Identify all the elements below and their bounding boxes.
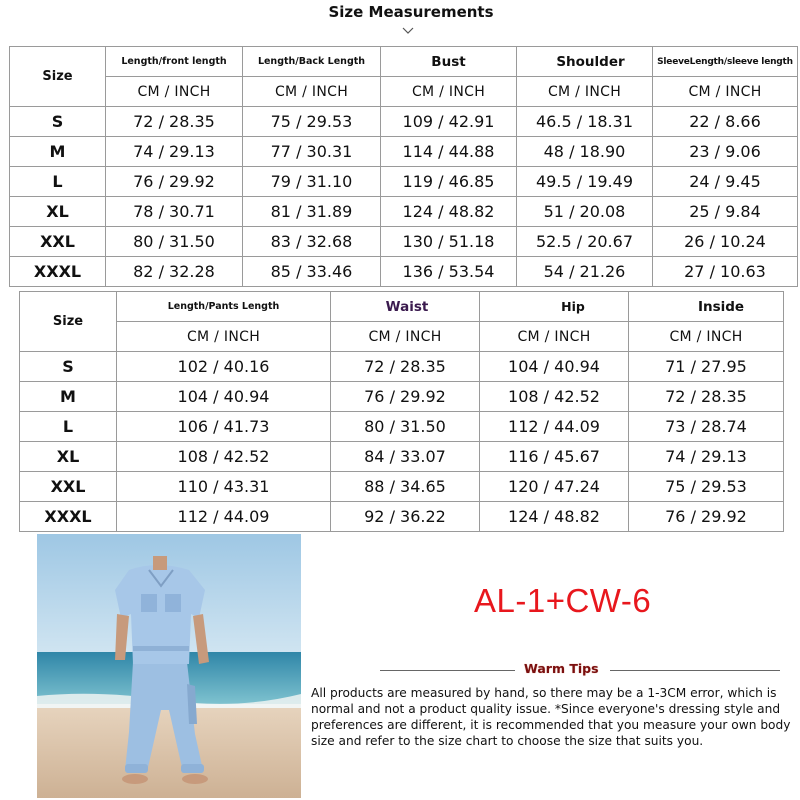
size-cell: M	[10, 137, 106, 167]
table-row	[20, 502, 784, 532]
size-cell: XL	[10, 197, 106, 227]
table-row	[10, 137, 798, 167]
chevron-down-icon	[402, 26, 414, 36]
value-cell: 76 / 29.92	[331, 382, 480, 412]
header-shoulder: Shoulder	[517, 47, 653, 77]
value-cell: 22 / 8.66	[653, 107, 798, 137]
value-cell: 24 / 9.45	[653, 167, 798, 197]
value-cell: 124 / 48.82	[480, 502, 629, 532]
value-cell: 48 / 18.90	[517, 137, 653, 167]
value-cell: 76 / 29.92	[629, 502, 784, 532]
value-cell: 74 / 29.13	[106, 137, 243, 167]
unit-label: CM / INCH	[243, 77, 381, 107]
value-cell: 72 / 28.35	[331, 352, 480, 382]
value-cell: 124 / 48.82	[381, 197, 517, 227]
header-back-length: Length/Back Length	[243, 47, 381, 77]
value-cell: 80 / 31.50	[331, 412, 480, 442]
bottom-size-table	[19, 291, 784, 532]
value-cell: 108 / 42.52	[480, 382, 629, 412]
header-waist: Waist	[331, 292, 480, 322]
unit-label: CM / INCH	[629, 322, 784, 352]
value-cell: 54 / 21.26	[517, 257, 653, 287]
unit-label: CM / INCH	[517, 77, 653, 107]
value-cell: 104 / 40.94	[117, 382, 331, 412]
size-cell: XXL	[10, 227, 106, 257]
value-cell: 102 / 40.16	[117, 352, 331, 382]
warm-tips-text: All products are measured by hand, so there may be a 1-3CM error, which is normal and not a product quality issue. *Since everyone's dressing style and preferences are different, it is recommended that you measure your own body size and refer to the size chart to choose the size that suits you.	[311, 686, 791, 748]
value-cell: 92 / 36.22	[331, 502, 480, 532]
header-front-length: Length/front length	[106, 47, 243, 77]
size-cell: XXL	[20, 472, 117, 502]
value-cell: 77 / 30.31	[243, 137, 381, 167]
table-row	[10, 227, 798, 257]
warm-tips-heading: Warm Tips	[524, 661, 599, 676]
product-code: AL-1+CW-6	[474, 582, 652, 619]
value-cell: 72 / 28.35	[629, 382, 784, 412]
header-inside: Inside	[629, 292, 784, 322]
size-cell: XXXL	[10, 257, 106, 287]
size-cell: L	[10, 167, 106, 197]
value-cell: 74 / 29.13	[629, 442, 784, 472]
value-cell: 85 / 33.46	[243, 257, 381, 287]
unit-label: CM / INCH	[653, 77, 798, 107]
header-bust: Bust	[381, 47, 517, 77]
value-cell: 109 / 42.91	[381, 107, 517, 137]
unit-label: CM / INCH	[117, 322, 331, 352]
value-cell: 108 / 42.52	[117, 442, 331, 472]
unit-label: CM / INCH	[331, 322, 480, 352]
value-cell: 112 / 44.09	[117, 502, 331, 532]
value-cell: 119 / 46.85	[381, 167, 517, 197]
table-row	[20, 352, 784, 382]
value-cell: 49.5 / 19.49	[517, 167, 653, 197]
value-cell: 110 / 43.31	[117, 472, 331, 502]
value-cell: 120 / 47.24	[480, 472, 629, 502]
size-cell: XL	[20, 442, 117, 472]
value-cell: 73 / 28.74	[629, 412, 784, 442]
value-cell: 112 / 44.09	[480, 412, 629, 442]
top-size-table	[9, 46, 798, 287]
value-cell: 82 / 32.28	[106, 257, 243, 287]
size-cell: XXXL	[20, 502, 117, 532]
value-cell: 83 / 32.68	[243, 227, 381, 257]
value-cell: 75 / 29.53	[243, 107, 381, 137]
value-cell: 104 / 40.94	[480, 352, 629, 382]
header-hip: Hip	[480, 292, 629, 322]
value-cell: 27 / 10.63	[653, 257, 798, 287]
product-photo	[37, 534, 301, 798]
value-cell: 52.5 / 20.67	[517, 227, 653, 257]
table-row	[10, 257, 798, 287]
size-cell: L	[20, 412, 117, 442]
table-row	[10, 197, 798, 227]
value-cell: 84 / 33.07	[331, 442, 480, 472]
value-cell: 130 / 51.18	[381, 227, 517, 257]
size-header: Size	[20, 292, 117, 352]
table-row	[20, 382, 784, 412]
value-cell: 136 / 53.54	[381, 257, 517, 287]
value-cell: 71 / 27.95	[629, 352, 784, 382]
unit-label: CM / INCH	[480, 322, 629, 352]
table-row	[20, 472, 784, 502]
table-row	[20, 412, 784, 442]
value-cell: 116 / 45.67	[480, 442, 629, 472]
header-pants-length: Length/Pants Length	[117, 292, 331, 322]
value-cell: 51 / 20.08	[517, 197, 653, 227]
value-cell: 76 / 29.92	[106, 167, 243, 197]
size-cell: S	[10, 107, 106, 137]
table-row	[20, 442, 784, 472]
size-header: Size	[10, 47, 106, 107]
unit-label: CM / INCH	[381, 77, 517, 107]
value-cell: 88 / 34.65	[331, 472, 480, 502]
value-cell: 25 / 9.84	[653, 197, 798, 227]
value-cell: 78 / 30.71	[106, 197, 243, 227]
page-title: Size Measurements	[328, 3, 494, 21]
size-cell: M	[20, 382, 117, 412]
value-cell: 114 / 44.88	[381, 137, 517, 167]
value-cell: 81 / 31.89	[243, 197, 381, 227]
header-sleeve-length: SleeveLength/sleeve length	[653, 47, 798, 77]
value-cell: 46.5 / 18.31	[517, 107, 653, 137]
size-cell: S	[20, 352, 117, 382]
value-cell: 75 / 29.53	[629, 472, 784, 502]
value-cell: 79 / 31.10	[243, 167, 381, 197]
value-cell: 80 / 31.50	[106, 227, 243, 257]
value-cell: 72 / 28.35	[106, 107, 243, 137]
table-row	[10, 167, 798, 197]
divider-right	[610, 670, 780, 671]
value-cell: 26 / 10.24	[653, 227, 798, 257]
table-row	[10, 107, 798, 137]
unit-label: CM / INCH	[106, 77, 243, 107]
value-cell: 106 / 41.73	[117, 412, 331, 442]
divider-left	[380, 670, 515, 671]
value-cell: 23 / 9.06	[653, 137, 798, 167]
